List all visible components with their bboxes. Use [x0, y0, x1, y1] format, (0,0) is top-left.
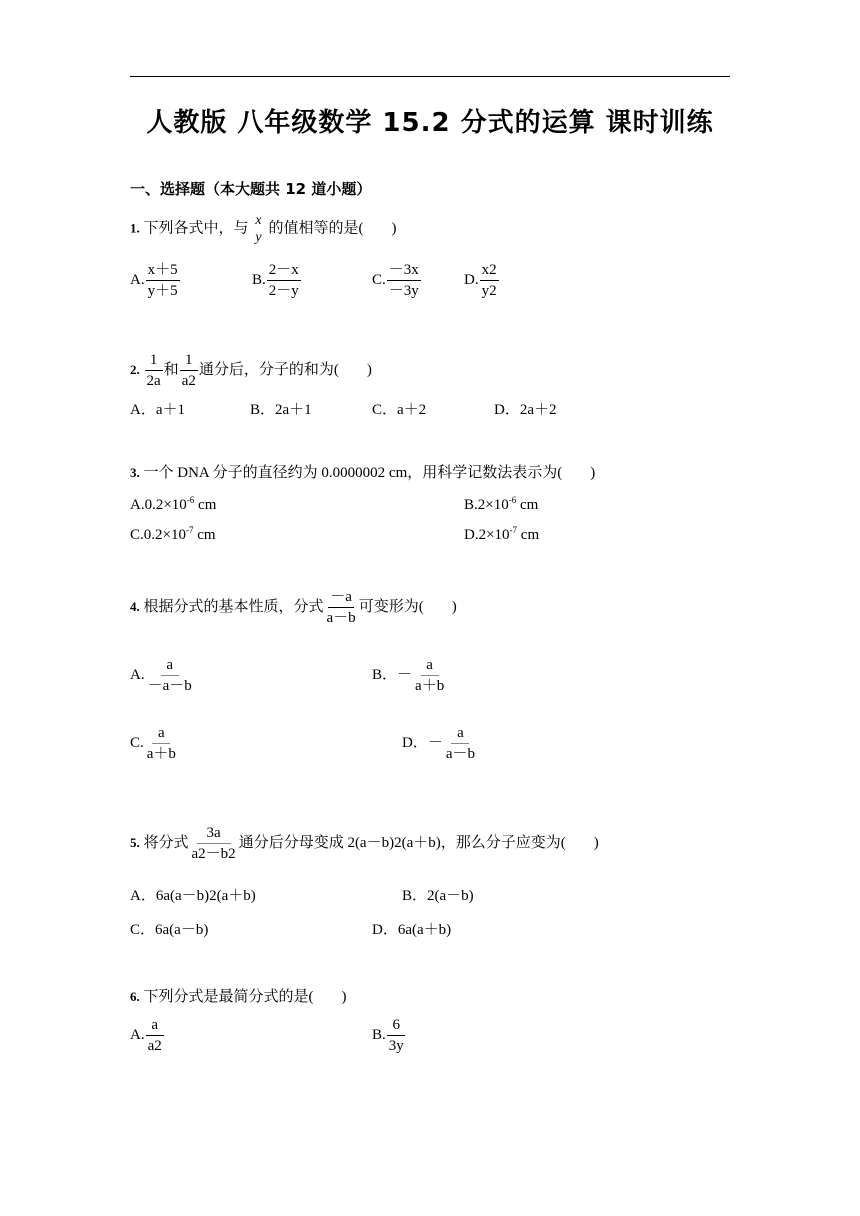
question-text: 的值相等的是( [268, 220, 364, 237]
question-number: 4. [130, 598, 140, 614]
option-c[interactable]: C. $\frac{-3x}{-3y}$ [372, 262, 419, 299]
option-d[interactable]: D. $\frac{x2}{y2}$ [464, 262, 497, 299]
option-d[interactable]: D．2a＋2 [494, 402, 557, 418]
question-text: 可变形为( [358, 598, 424, 615]
question-3: 3. 一个 DNA 分子的直径约为 0.0000002 cm，用科学记数法表示为( ) [130, 465, 596, 481]
option-b[interactable]: B．2a＋1 [250, 402, 312, 418]
option-b[interactable]: B. $\frac{6}{3y}$ [372, 1017, 404, 1054]
question-5: 5. 将分式 $\frac{3a}{a2-b2}$ 通分后分母变成 2(a－b)2(a＋b)，那么分子应变为( ) [130, 825, 599, 862]
question-number: 3. [130, 465, 140, 480]
option-a[interactable]: A．a＋1 [130, 402, 185, 418]
question-number: 5. [130, 834, 140, 850]
option-a[interactable]: $A.0.2\times 10^{-6}$ cm [130, 495, 217, 513]
fraction: $\frac{a}{a2}$ [147, 1017, 162, 1054]
question-text: 将分式 [143, 834, 189, 851]
option-a[interactable]: A．6a(a－b)2(a＋b) [130, 888, 256, 904]
option-d[interactable]: $D.2\times 10^{-7}$ cm [464, 525, 540, 543]
option-b[interactable]: B．2(a－b) [402, 888, 474, 904]
fraction: $\frac{x+5}{y+5}$ [147, 262, 178, 299]
top-rule [130, 76, 730, 77]
fraction: $\frac{3a}{a2-b2}$ [191, 825, 236, 862]
question-text: 根据分式的基本性质，分式 [143, 598, 324, 615]
option-d[interactable]: D．6a(a＋b) [372, 922, 452, 938]
question-4: 4. 根据分式的基本性质，分式 $\frac{-a}{a-b}$ 可变形为( ) [130, 589, 457, 626]
page-title: 人教版 八年级数学 15.2 分式的运算 课时训练 [146, 108, 714, 138]
question-number: 6. [130, 989, 140, 1004]
fraction: $\frac{x2}{y2}$ [481, 262, 497, 299]
question-number: 2. [130, 361, 140, 377]
option-a[interactable]: A. $\frac{a}{a2}$ [130, 1017, 162, 1054]
question-text: 通分后，分子的和为( [198, 361, 339, 378]
option-a[interactable]: A. $\frac{a}{-a-b}$ [130, 657, 192, 694]
fraction: $\frac{6}{3y}$ [388, 1017, 404, 1054]
option-b[interactable]: B．－ $\frac{a}{a+b}$ [372, 657, 445, 694]
fraction: x y [255, 213, 262, 245]
fraction: $\frac{a}{a+b}$ [415, 657, 445, 694]
question-text: 一个 DNA 分子的直径约为 0.0000002 cm，用科学记数法表示为( [143, 465, 563, 481]
question-number: 1. [130, 220, 140, 236]
fraction: $\frac{1}{a2}$ [181, 352, 196, 389]
fraction: $\frac{-a}{a-b}$ [326, 589, 356, 626]
option-c[interactable]: C．a＋2 [372, 402, 427, 418]
fraction: $\frac{2-x}{2-y}$ [268, 262, 299, 299]
section-heading: 一、选择题（本大题共 12 道小题） [130, 180, 372, 198]
question-text: 下列分式是最简分式的是( [143, 989, 314, 1005]
option-a[interactable]: A. $\frac{x+5}{y+5}$ [130, 262, 178, 299]
fraction: $\frac{a}{-a-b}$ [147, 657, 192, 694]
option-d[interactable]: D．－ $\frac{a}{a-b}$ [402, 725, 476, 762]
option-c[interactable]: $C.0.2\times 10^{-7}$ cm [130, 525, 216, 543]
option-b[interactable]: $B.2\times 10^{-6}$ cm [464, 495, 539, 513]
option-c[interactable]: C．6a(a－b) [130, 922, 209, 938]
fraction: $\frac{-3x}{-3y}$ [388, 262, 419, 299]
fraction: $\frac{a}{a+b}$ [146, 725, 176, 762]
option-b[interactable]: B. $\frac{2-x}{2-y}$ [252, 262, 299, 299]
question-6: 6. 下列分式是最简分式的是( ) [130, 989, 347, 1005]
question-1: 1. 下列各式中，与 x y 的值相等的是( ) [130, 213, 397, 245]
question-text: 下列各式中，与 [143, 220, 249, 237]
question-text: 通分后分母变成 2(a－b)2(a＋b)，那么分子应变为( [238, 834, 566, 851]
question-2: 2. $\frac{1}{2a}$ 和 $\frac{1}{a2}$ 通分后，分子的和为( ) [130, 352, 372, 389]
fraction: $\frac{1}{2a}$ [146, 352, 161, 389]
option-c[interactable]: C. $\frac{a}{a+b}$ [130, 725, 176, 762]
fraction: $\frac{a}{a-b}$ [445, 725, 476, 762]
